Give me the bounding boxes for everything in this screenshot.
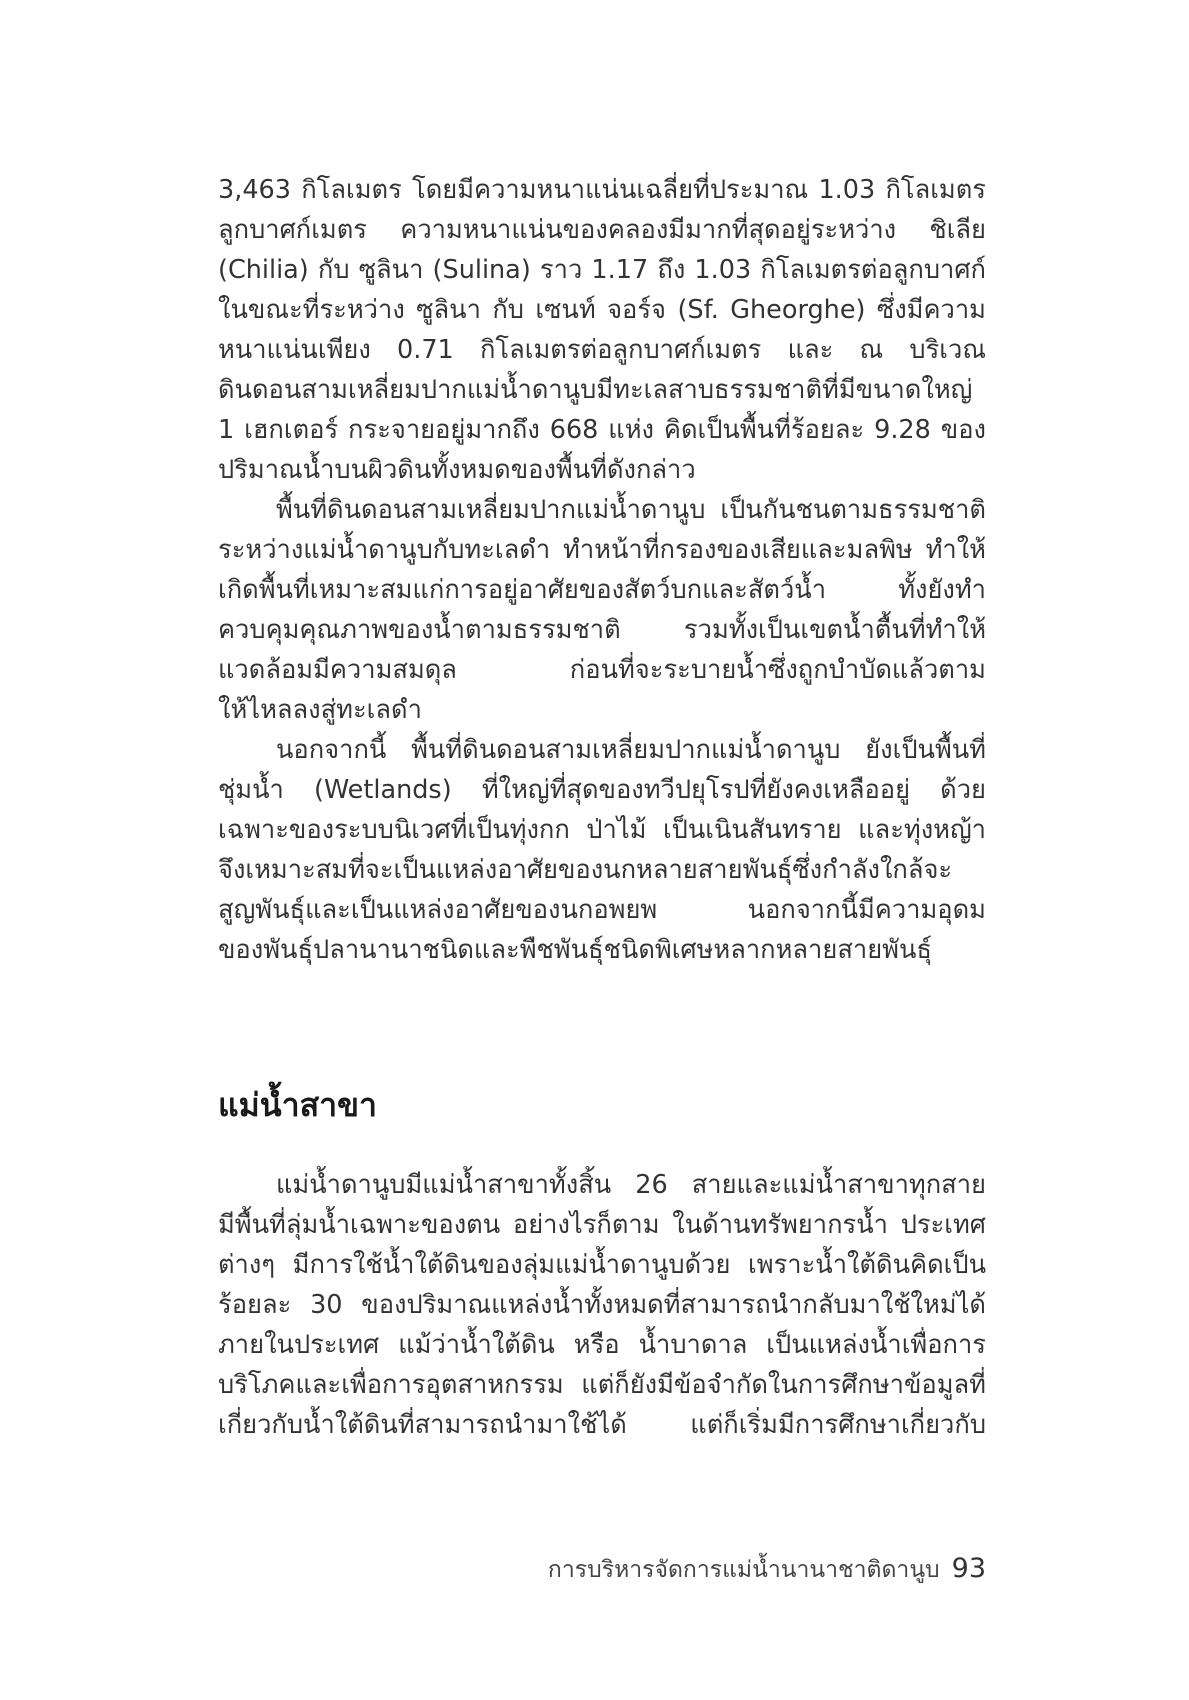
paragraph-line: ปริมาณน้ำบนผิวดินทั้งหมดของพื้นที่ดังกล่าว [218, 455, 696, 485]
paragraph-line: เกิดพื้นที่เหมาะสมแก่การอยู่อาศัยของสัตว์บกและสัตว์น้ำ ทั้งยังทำ [218, 575, 986, 605]
paragraph-1 [218, 170, 986, 490]
paragraph-line: แม่น้ำดานูบมีแม่น้ำสาขาทั้งสิ้น 26 สายและแม่น้ำสาขาทุกสาย [276, 1170, 986, 1200]
paragraph-line: ควบคุมคุณภาพของน้ำตามธรรมชาติ รวมทั้งเป็นเขตน้ำตื้นที่ทำให้ [218, 615, 986, 645]
paragraph-line: 1 เฮกเตอร์ กระจายอยู่มากถึง 668 แห่ง คิดเป็นพื้นที่ร้อยละ 9.28 ของ [218, 415, 986, 445]
paragraph-line: สูญพันธุ์และเป็นแหล่งอาศัยของนกอพยพ นอกจากนี้มีความอุดม [218, 895, 986, 925]
paragraph-line: จึงเหมาะสมที่จะเป็นแหล่งอาศัยของนกหลายสายพันธุ์ซึ่งกำลังใกล้จะ [218, 855, 953, 885]
running-title: การบริหารจัดการแม่น้ำนานาชาติดานูบ [547, 1557, 940, 1583]
paragraph-line: หนาแน่นเพียง 0.71 กิโลเมตรต่อลูกบาศก์เมตร และ ณ บริเวณ [218, 335, 986, 365]
paragraph-line: เฉพาะของระบบนิเวศที่เป็นทุ่งกก ป่าไม้ เป็นเนินสันทราย และทุ่งหญ้า [218, 815, 986, 845]
paragraph-line: ระหว่างแม่น้ำดานูบกับทะเลดำ ทำหน้าที่กรองของเสียและมลพิษ ทำให้ [218, 535, 986, 565]
paragraph-2 [218, 490, 986, 730]
paragraph-line: ภายในประเทศ แม้ว่าน้ำใต้ดิน หรือ น้ำบาดาล เป็นแหล่งน้ำเพื่อการ [218, 1330, 986, 1360]
paragraph-line: ให้ไหลลงสู่ทะเลดำ [218, 695, 422, 725]
paragraph-line: (Chilia) กับ ซูลินา (Sulina) ราว 1.17 ถึง 1.03 กิโลเมตรต่อลูกบาศก์ [218, 255, 986, 285]
paragraph-line: ต่างๆ มีการใช้น้ำใต้ดินของลุ่มแม่น้ำดานูบด้วย เพราะน้ำใต้ดินคิดเป็น [218, 1250, 986, 1280]
page-footer [548, 1552, 986, 1588]
paragraph-line: นอกจากนี้ พื้นที่ดินดอนสามเหลี่ยมปากแม่น้ำดานูบ ยังเป็นพื้นที่ [276, 735, 986, 765]
paragraph-line: พื้นที่ดินดอนสามเหลี่ยมปากแม่น้ำดานูบ เป็นกันชนตามธรรมชาติ [276, 495, 986, 525]
paragraph-line: ร้อยละ 30 ของปริมาณแหล่งน้ำทั้งหมดที่สามารถนำกลับมาใช้ใหม่ได้ [218, 1290, 986, 1320]
paragraph-line: ในขณะที่ระหว่าง ซูลินา กับ เซนท์ จอร์จ (Sf. Gheorghe) ซึ่งมีความ [218, 295, 986, 325]
paragraph-line: บริโภคและเพื่อการอุตสาหกรรม แต่ก็ยังมีข้อจำกัดในการศึกษาข้อมูลที่ [218, 1370, 986, 1400]
paragraph-line: ชุ่มน้ำ (Wetlands) ที่ใหญ่ที่สุดของทวีปยุโรปที่ยังคงเหลืออยู่ ด้วย [218, 775, 986, 805]
paragraph-line: ของพันธุ์ปลานานาชนิดและพืชพันธุ์ชนิดพิเศษหลากหลายสายพันธุ์ [218, 935, 932, 965]
paragraph-line: ดินดอนสามเหลี่ยมปากแม่น้ำดานูบมีทะเลสาบธรรมชาติที่มีขนาดใหญ่ [218, 375, 973, 405]
paragraph-line: เกี่ยวกับน้ำใต้ดินที่สามารถนำมาใช้ได้ แต่ก็เริ่มมีการศึกษาเกี่ยวกับ [218, 1410, 986, 1440]
paragraph-3 [218, 730, 986, 970]
section-heading: แม่น้ำสาขา [218, 1086, 377, 1124]
paragraph-4 [218, 1165, 986, 1445]
page-number: 93 [951, 1553, 986, 1584]
paragraph-line: ลูกบาศก์เมตร ความหนาแน่นของคลองมีมากที่สุดอยู่ระหว่าง ชิเลีย [218, 215, 986, 245]
paragraph-line: แวดล้อมมีความสมดุล ก่อนที่จะระบายน้ำซึ่งถูกบำบัดแล้วตาม [218, 655, 986, 685]
paragraph-line: 3,463 กิโลเมตร โดยมีความหนาแน่นเฉลี่ยที่ประมาณ 1.03 กิโลเมตร [218, 175, 986, 205]
paragraph-line: มีพื้นที่ลุ่มน้ำเฉพาะของตน อย่างไรก็ตาม ในด้านทรัพยากรน้ำ ประเทศ [218, 1210, 986, 1240]
